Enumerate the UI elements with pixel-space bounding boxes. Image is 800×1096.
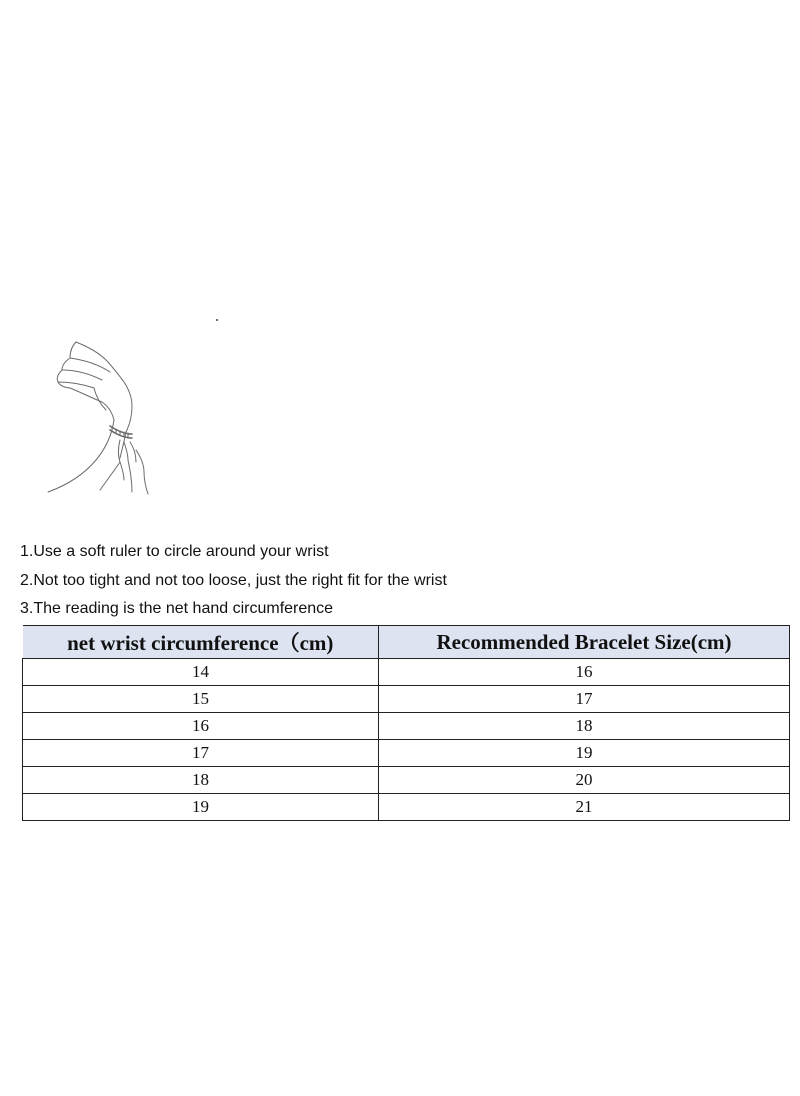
cell-bracelet: 19	[379, 740, 790, 767]
cell-bracelet: 21	[379, 794, 790, 821]
cell-wrist: 14	[23, 659, 379, 686]
cell-bracelet: 17	[379, 686, 790, 713]
table-row	[23, 767, 790, 794]
cell-wrist: 19	[23, 794, 379, 821]
stray-dot	[216, 319, 218, 321]
size-chart-table	[22, 625, 790, 821]
table-row	[23, 686, 790, 713]
table-row	[23, 713, 790, 740]
cell-bracelet: 16	[379, 659, 790, 686]
wrist-measuring-hand-icon	[40, 330, 160, 500]
table-row	[23, 740, 790, 767]
instructions-list	[20, 538, 780, 624]
table-row	[23, 794, 790, 821]
header-net-wrist-circumference: net wrist circumference（cm)	[23, 626, 379, 659]
instruction-step-3: 3.The reading is the net hand circumference	[20, 600, 334, 617]
cell-wrist: 17	[23, 740, 379, 767]
cell-wrist: 18	[23, 767, 379, 794]
table-row	[23, 659, 790, 686]
cell-bracelet: 20	[379, 767, 790, 794]
instruction-step-1: 1.Use a soft ruler to circle around your wrist	[20, 543, 329, 560]
cell-wrist: 15	[23, 686, 379, 713]
instruction-step-2: 2.Not too tight and not too loose, just the right fit for the wrist	[20, 571, 447, 589]
cell-wrist: 16	[23, 713, 379, 740]
header-recommended-bracelet-size: Recommended Bracelet Size(cm)	[379, 626, 790, 659]
table-header-row	[23, 626, 790, 659]
cell-bracelet: 18	[379, 713, 790, 740]
